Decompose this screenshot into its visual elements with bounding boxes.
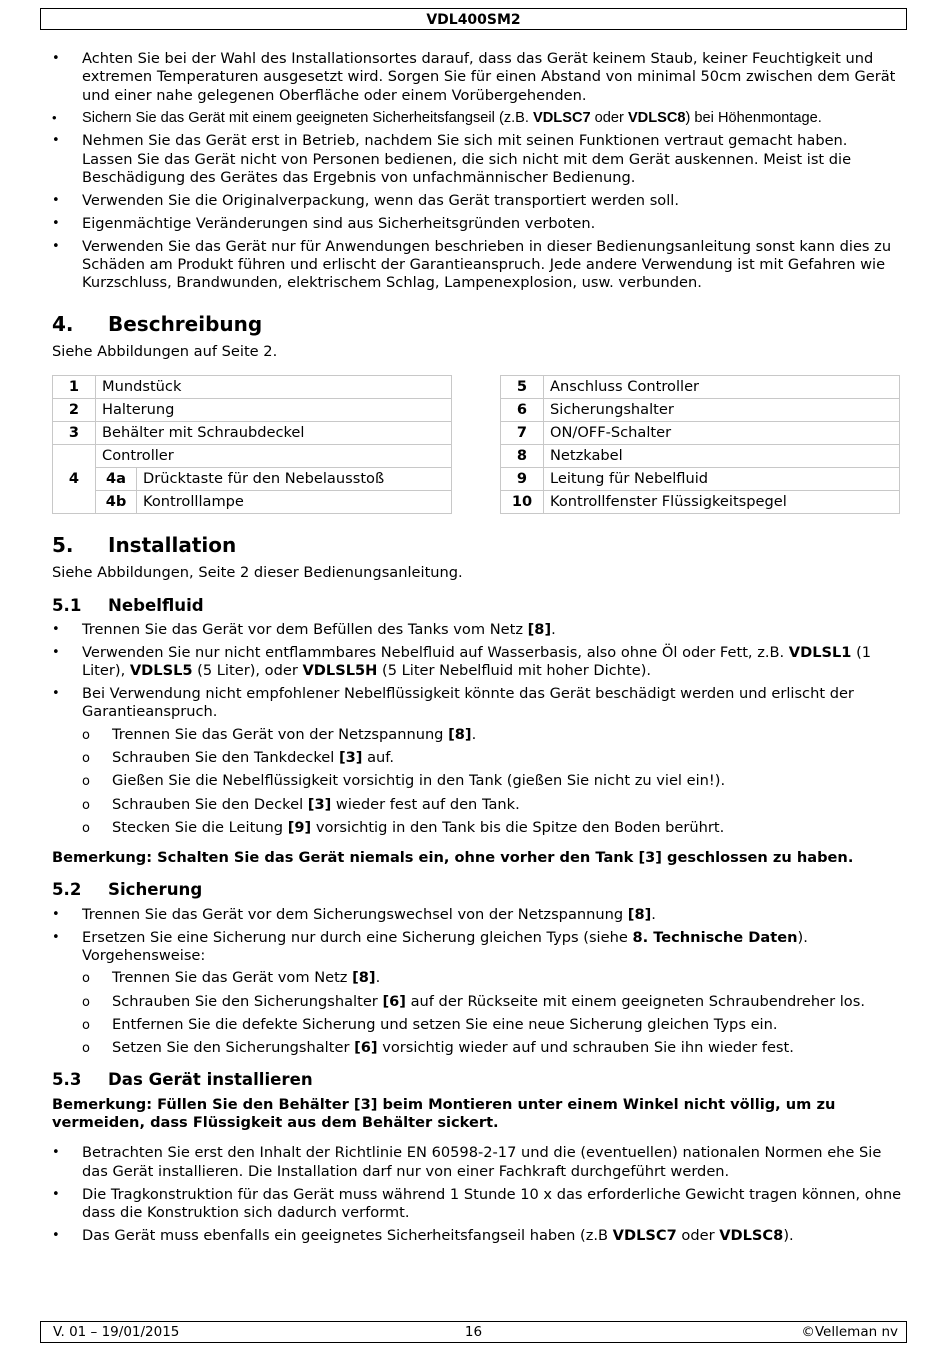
header-title: VDL400SM2	[426, 12, 521, 28]
table-row	[501, 491, 900, 514]
list-item: • Die Tragkonstruktion für das Gerät muss während 1 Stunde 10 x das erforderliche Gewicht tragen können, ohne dass die Konstruktion sich dadurch verformt.	[52, 1186, 902, 1223]
section-title: Beschreibung	[108, 311, 263, 336]
list-item	[52, 109, 902, 127]
table-row	[53, 445, 452, 468]
text: ). Vorgehensweise:	[82, 928, 808, 964]
list-item: • Verwenden Sie die Originalverpackung, wenn das Gerät transportiert werden soll.	[52, 192, 902, 210]
list-item: • Nehmen Sie das Gerät erst in Betrieb, nachdem Sie sich mit seinen Funktionen vertraut gemacht haben. Lassen Sie das Gerät nicht von Personen bedienen, die sich nicht mit dem Gerät auskennen. Meist ist die Beschädigung des Gerätes das Ergebnis von unfachmännischer Bedienung.	[52, 132, 902, 187]
page-footer	[40, 1321, 907, 1343]
text: Schrauben Sie den Sicherungshalter	[112, 992, 383, 1010]
text: Entfernen Sie die defekte Sicherung und setzen Sie eine neue Sicherung gleichen Typs ein.	[112, 1015, 778, 1033]
section-title: Sicherung	[108, 880, 203, 900]
table-row	[53, 491, 452, 514]
part-ref: [9]	[287, 818, 312, 836]
section-number: 5.2	[52, 880, 82, 900]
section-number: 5.3	[52, 1070, 82, 1090]
table-row	[53, 376, 452, 399]
list-item	[52, 1227, 902, 1245]
step-item	[82, 819, 902, 837]
part-number: 7	[501, 422, 544, 445]
text: Verwenden Sie nur nicht entflammbares Nebelfluid auf Wasserbasis, also ohne Öl oder Fett, z.B.	[82, 643, 789, 661]
text: oder	[676, 1226, 720, 1244]
section-heading-5	[52, 533, 902, 558]
list-item	[52, 644, 902, 681]
section-number: 4.	[52, 311, 74, 336]
list-item: • Betrachten Sie erst den Inhalt der Richtlinie EN 60598-2-17 und die (eventuellen) nationalen Normen ehe Sie das Gerät installieren. Die Installation darf nur von einer Fachkraft durchgeführt werden.	[52, 1144, 902, 1181]
text: ).	[783, 1226, 794, 1244]
parts-table-right	[500, 375, 900, 514]
page-content	[52, 50, 902, 1250]
text: Setzen Sie den Sicherungshalter	[112, 1039, 355, 1057]
text: Gießen Sie die Nebelflüssigkeit vorsichtig in den Tank (gießen Sie nicht zu viel ein!).	[112, 772, 726, 790]
parts-tables	[52, 375, 900, 514]
part-number: 8	[501, 445, 544, 468]
part-ref: [6]	[354, 1039, 378, 1057]
text: Trennen Sie das Gerät vor dem Befüllen des Tanks vom Netz	[82, 621, 528, 639]
model-ref: VDLSC7	[612, 1226, 677, 1244]
section-number: 5.	[52, 533, 74, 558]
step-item	[82, 1016, 902, 1034]
table-row	[501, 468, 900, 491]
text: Bei Verwendung nicht empfohlener Nebelflüssigkeit könnte das Gerät beschädigt werden und erlischt der Garantieanspruch.	[82, 685, 854, 721]
text: auf.	[362, 748, 394, 766]
text: .	[471, 725, 477, 743]
table-row	[53, 399, 452, 422]
part-label: Mundstück	[96, 376, 452, 399]
list-item: • Verwenden Sie das Gerät nur für Anwendungen beschrieben in dieser Bedienungsanleitung sonst kann dies zu Schäden am Produkt führen und erlischt der Garantieanspruch. Jede andere Verwendung ist mit Gefahren wie Kurzschluss, Brandwunden, elektrischem Schlag, Lampenexplosion, usw. verbunden.	[52, 238, 902, 293]
step-item	[82, 993, 902, 1011]
step-item	[82, 726, 902, 744]
step-item	[82, 1039, 902, 1057]
section-heading-5-1	[52, 597, 902, 615]
text: vorsichtig wieder auf und schrauben Sie ihn wieder fest.	[377, 1039, 794, 1057]
step-list	[82, 969, 902, 1057]
model-ref: VDLSC8	[719, 1226, 784, 1244]
section-heading-5-2	[52, 881, 902, 899]
text: Sichern Sie das Gerät mit einem geeigneten Sicherheitsfangseil (z.B.	[82, 110, 534, 127]
text: (5 Liter), oder	[192, 662, 303, 680]
text: (5 Liter Nebelfluid mit hoher Dichte).	[377, 662, 652, 680]
step-item	[82, 796, 902, 814]
subpart-label: Drücktaste für den Nebelausstoß	[137, 468, 452, 491]
list-item: • Eigenmächtige Veränderungen sind aus Sicherheitsgründen verboten.	[52, 215, 902, 233]
section-title: Das Gerät installieren	[108, 1070, 313, 1090]
page-header	[40, 8, 907, 30]
section-ref: 8. Technische Daten	[632, 928, 798, 946]
install-bullet-list	[52, 1144, 902, 1245]
text: Trennen Sie das Gerät vor dem Sicherungswechsel von der Netzspannung	[82, 905, 628, 923]
step-item	[82, 749, 902, 767]
text: auf der Rückseite mit einem geeigneten Schraubendreher los.	[405, 992, 865, 1010]
list-item: • Achten Sie bei der Wahl des Installationsortes darauf, dass das Gerät keinem Staub, keiner Feuchtigkeit und extremen Temperaturen ausgesetzt wird. Sorgen Sie für einen Abstand von minimal 50cm zwischen dem Gerät und einer nahe gelegenen Oberfläche oder einem Vorübergehenden.	[52, 50, 902, 105]
part-label: Netzkabel	[544, 445, 900, 468]
part-number: 3	[53, 422, 96, 445]
list-item	[52, 929, 902, 1058]
model-ref: VDLSL5	[129, 662, 193, 680]
subpart-number: 4a	[96, 468, 137, 491]
part-label: Kontrollfenster Flüssigkeitspegel	[544, 491, 900, 514]
section-heading-4	[52, 311, 902, 336]
part-number: 4	[53, 445, 96, 514]
part-ref: [8]	[627, 905, 652, 923]
fuse-bullet-list	[52, 906, 902, 1058]
table-row	[501, 445, 900, 468]
subpart-number: 4b	[96, 491, 137, 514]
text: .	[651, 905, 656, 923]
text: vorsichtig in den Tank bis die Spitze den Boden berührt.	[311, 818, 725, 836]
part-number: 10	[501, 491, 544, 514]
note: Bemerkung: Füllen Sie den Behälter [3] beim Montieren unter einem Winkel nicht völlig, um zu vermeiden, dass Flüssigkeit aus dem Behälter sickert.	[52, 1095, 836, 1132]
part-label: Halterung	[96, 399, 452, 422]
text: ) bei Höhenmontage.	[685, 110, 822, 127]
part-label: Anschluss Controller	[544, 376, 900, 399]
table-row	[501, 376, 900, 399]
text: Schrauben Sie den Deckel	[112, 795, 308, 813]
table-row	[53, 468, 452, 491]
text: Trennen Sie das Gerät von der Netzspannung	[112, 725, 449, 743]
part-label: Leitung für Nebelfluid	[544, 468, 900, 491]
text: (1 Liter),	[82, 643, 872, 680]
version-date: V. 01 – 19/01/2015	[53, 1324, 180, 1340]
model-ref: VDLSL5H	[302, 662, 378, 680]
section-number: 5.1	[52, 595, 82, 615]
text: .	[375, 969, 381, 987]
note: Bemerkung: Schalten Sie das Gerät niemals ein, ohne vorher den Tank [3] geschlossen zu haben.	[52, 849, 854, 867]
part-ref: [3]	[338, 748, 363, 766]
part-ref: [8]	[527, 621, 552, 639]
text: Stecken Sie die Leitung	[112, 818, 288, 836]
part-ref: [8]	[448, 725, 472, 743]
intro-bullet-list	[52, 50, 902, 293]
list-item	[52, 685, 902, 837]
step-item	[82, 772, 902, 790]
step-list	[82, 726, 902, 837]
part-label: Controller	[96, 445, 452, 468]
parts-table-left	[52, 375, 452, 514]
model-ref: VDLSC7	[533, 110, 591, 127]
part-number: 6	[501, 399, 544, 422]
text: Trennen Sie das Gerät vom Netz	[112, 969, 353, 987]
part-number: 1	[53, 376, 96, 399]
text: oder	[590, 110, 628, 127]
part-number: 2	[53, 399, 96, 422]
part-label: ON/OFF-Schalter	[544, 422, 900, 445]
model-ref: VDLSL1	[788, 643, 852, 661]
list-item	[52, 906, 902, 924]
list-item	[52, 621, 902, 639]
page-number: 16	[464, 1324, 483, 1340]
step-item	[82, 969, 902, 987]
table-row	[53, 422, 452, 445]
part-label: Behälter mit Schraubdeckel	[96, 422, 452, 445]
table-row	[501, 422, 900, 445]
text: wieder fest auf den Tank.	[331, 795, 520, 813]
part-ref: [3]	[307, 795, 332, 813]
text: Das Gerät muss ebenfalls ein geeignetes Sicherheitsfangseil haben (z.B	[82, 1226, 613, 1244]
fluid-bullet-list	[52, 621, 902, 837]
part-label: Sicherungshalter	[544, 399, 900, 422]
table-row	[501, 399, 900, 422]
part-ref: [6]	[382, 992, 406, 1010]
section-title: Installation	[108, 533, 237, 558]
part-number: 5	[501, 376, 544, 399]
subpart-label: Kontrolllampe	[137, 491, 452, 514]
text: Ersetzen Sie eine Sicherung nur durch eine Sicherung gleichen Typs (siehe	[82, 928, 633, 946]
section-title: Nebelfluid	[108, 595, 204, 615]
section-intro: Siehe Abbildungen auf Seite 2.	[52, 342, 278, 360]
part-number: 9	[501, 468, 544, 491]
model-ref: VDLSC8	[627, 110, 686, 127]
text: .	[551, 621, 556, 639]
section-intro: Siehe Abbildungen, Seite 2 dieser Bedienungsanleitung.	[52, 564, 463, 582]
text: Schrauben Sie den Tankdeckel	[112, 748, 339, 766]
section-heading-5-3	[52, 1071, 902, 1089]
copyright: ©Velleman nv	[801, 1324, 898, 1340]
part-ref: [8]	[352, 969, 376, 987]
